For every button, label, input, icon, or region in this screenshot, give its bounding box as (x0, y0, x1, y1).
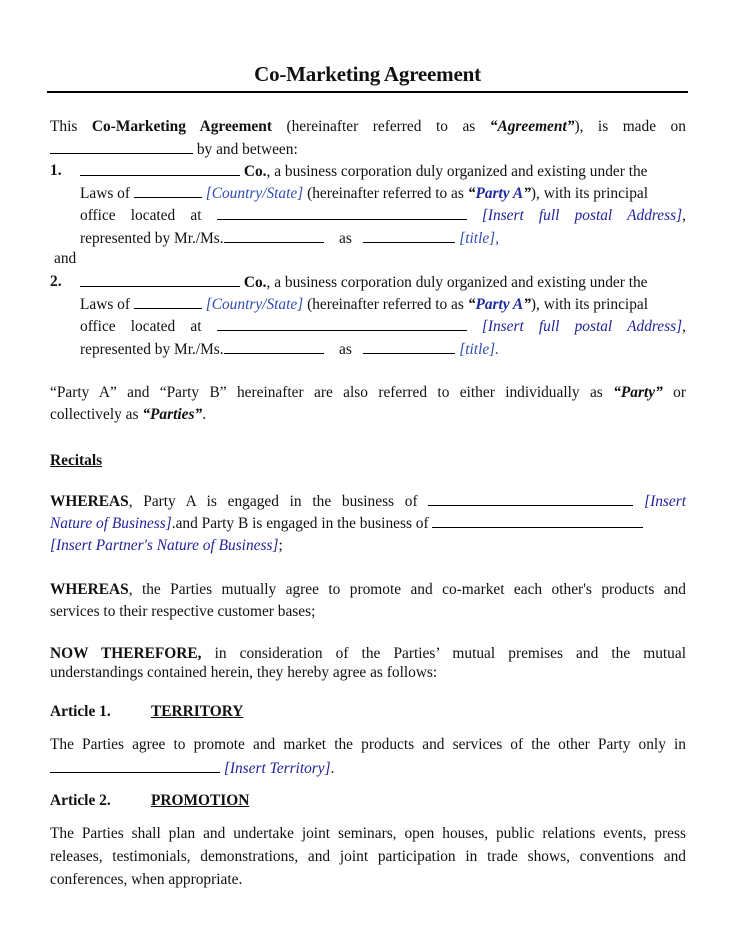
party-1-country-blank[interactable] (134, 183, 202, 198)
party-1-name-blank[interactable] (80, 161, 240, 176)
whereas-1-line-2: Nature of Business].and Party B is engaged in the business of (50, 513, 686, 534)
party-1-line-3: office located at [Insert full postal Address], (80, 207, 686, 224)
article-1-heading: Article 1. TERRITORY (50, 703, 244, 720)
whereas-2-line-2: services to their respective customer bases; (50, 603, 316, 620)
article-2-line-1: The Parties shall plan and undertake joint seminars, open houses, public relations events, press (50, 825, 686, 842)
and-connector: and (54, 250, 77, 267)
address-placeholder: [Insert full postal Address] (481, 318, 683, 335)
agreement-term: “Agreement” (489, 118, 575, 135)
country-placeholder: [Country/State] (205, 296, 304, 313)
party-2-rep-blank[interactable] (224, 339, 324, 354)
party-1-line-4: represented by Mr./Ms. as [title], (80, 230, 500, 247)
party-2-number: 2. (50, 273, 62, 290)
party-1-line-1: Co., a business corporation duly organized and existing under the (80, 161, 686, 182)
party-2-name-blank[interactable] (80, 272, 240, 287)
party-2-line-2: Laws of [Country/State] (hereinafter referred to as “Party A”), with its principal (80, 296, 649, 313)
business-a-blank[interactable] (428, 491, 633, 506)
intro-line-1: This Co-Marketing Agreement (hereinafter referred to as “Agreement”), is made on (50, 118, 686, 135)
country-placeholder: [Country/State] (205, 185, 304, 202)
party-2-line-3: office located at [Insert full postal Address], (80, 318, 686, 335)
recitals-heading: Recitals (50, 452, 103, 469)
party-1-rep-blank[interactable] (224, 228, 324, 243)
party-2-line-4: represented by Mr./Ms. as [title]. (80, 341, 500, 358)
party-1-number: 1. (50, 162, 62, 179)
article-2-line-2: releases, testimonials, demonstrations, and joint participation in trade shows, conventions and (50, 848, 686, 865)
address-placeholder: [Insert full postal Address] (481, 207, 683, 224)
party-label: Party A (475, 296, 524, 313)
intro-line-2: by and between: (50, 139, 686, 160)
whereas-1-line-1: WHEREAS, Party A is engaged in the business of [Insert (50, 493, 686, 510)
party-1-title-blank[interactable] (363, 228, 455, 243)
party-label: Party A (475, 185, 524, 202)
parties-def-line-2: collectively as “Parties”. (50, 406, 207, 423)
party-2-line-1: Co., a business corporation duly organized and existing under the (80, 272, 686, 293)
whereas-2-line-1: WHEREAS, the Parties mutually agree to promote and co-market each other's products and (50, 581, 686, 598)
parties-def-line-1: “Party A” and “Party B” hereinafter are also referred to either individually as “Party” or (50, 384, 686, 401)
agreement-name: Co-Marketing Agreement (91, 118, 272, 135)
article-1-line-2: [Insert Territory]. (50, 758, 686, 779)
party-2-country-blank[interactable] (134, 294, 202, 309)
document-title: Co-Marketing Agreement (254, 62, 481, 86)
now-therefore-line-2: understandings contained herein, they hereby agree as follows: (50, 664, 438, 681)
article-2-heading: Article 2. PROMOTION (50, 792, 250, 809)
title-rule (47, 91, 688, 93)
party-1-line-2: Laws of [Country/State] (hereinafter referred to as “Party A”), with its principal (80, 185, 649, 202)
territory-blank[interactable] (50, 758, 220, 773)
date-blank[interactable] (50, 139, 193, 154)
now-therefore-line-1: NOW THEREFORE, in consideration of the Parties’ mutual premises and the mutual (50, 645, 686, 662)
whereas-1-line-3: [Insert Partner's Nature of Business]; (50, 537, 283, 554)
title-placeholder: [title] (459, 230, 496, 247)
title-placeholder: [title] (459, 341, 496, 358)
party-2-address-blank[interactable] (217, 316, 467, 331)
party-2-title-blank[interactable] (363, 339, 455, 354)
article-1-line-1: The Parties agree to promote and market the products and services of the other Party only in (50, 736, 686, 753)
article-2-line-3: conferences, when appropriate. (50, 871, 243, 888)
business-b-blank[interactable] (432, 513, 643, 528)
party-1-address-blank[interactable] (217, 205, 467, 220)
